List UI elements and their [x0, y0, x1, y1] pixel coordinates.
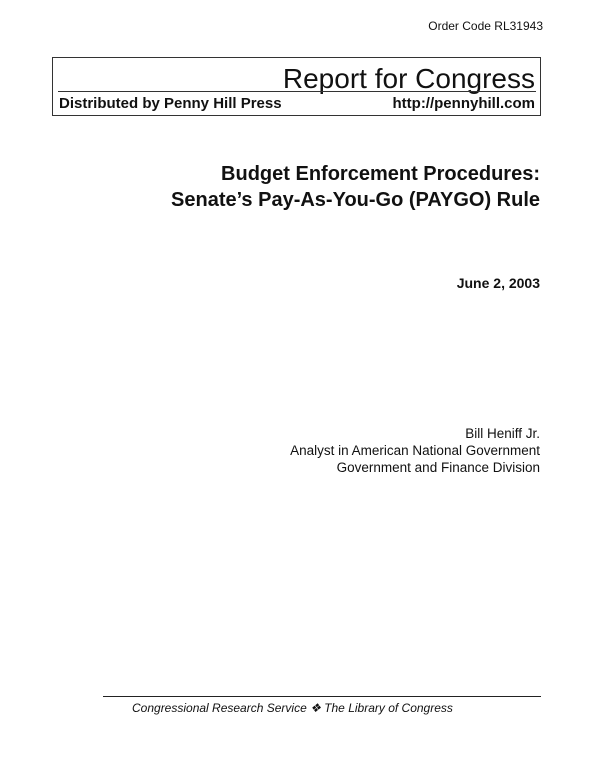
- distributor-url[interactable]: http://pennyhill.com: [392, 95, 535, 112]
- report-header-box: [52, 57, 541, 116]
- footer-text: Congressional Research Service ❖ The Library of Congress: [132, 701, 453, 715]
- report-title-line1: Budget Enforcement Procedures:: [221, 163, 540, 185]
- author-name: Bill Heniff Jr.: [465, 426, 540, 441]
- distributor: Distributed by Penny Hill Press: [59, 95, 282, 112]
- author-division: Government and Finance Division: [336, 460, 540, 475]
- footer-divider: [103, 696, 541, 697]
- report-title-line2: Senate’s Pay-As-You-Go (PAYGO) Rule: [171, 189, 540, 211]
- author-position: Analyst in American National Government: [290, 443, 540, 458]
- header-divider: [58, 91, 536, 92]
- order-code: Order Code RL31943: [428, 19, 543, 33]
- report-heading: Report for Congress: [282, 63, 535, 94]
- report-date: June 2, 2003: [456, 275, 540, 291]
